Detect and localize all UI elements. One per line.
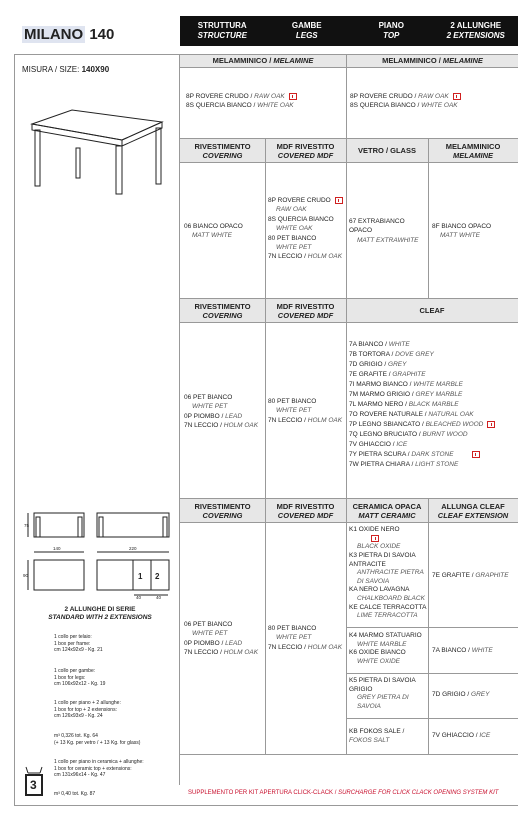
size-label: MISURA / SIZE: 140X90 — [22, 65, 110, 74]
list-item: 7Y PIETRA SCURA / DARK STONE — [349, 450, 495, 460]
row4-extension-4: 7V GHIACCIO / ICE — [432, 732, 491, 739]
extension-label-1: 1 — [138, 572, 143, 581]
list-item: 7L MARMO NERO / BLACK MARBLE — [349, 401, 459, 408]
row2-head-covering: RIVESTIMENTO COVERING — [194, 142, 251, 160]
info-badge-icon — [453, 93, 461, 100]
list-item: K6 OXIDE BIANCO WHITE OXIDE — [349, 649, 406, 665]
list-item: 7A BIANCO / WHITE — [349, 341, 410, 348]
divider-v2a — [265, 139, 266, 299]
list-item: 7M MARMO GRIGIO / GREY MARBLE — [349, 391, 463, 398]
divider-h4-bottom — [180, 754, 518, 755]
row4-covering-list — [184, 620, 258, 658]
dim-extended: 220 — [129, 546, 137, 551]
list-item: 7P LEGNO SBIANCATO / BLEACHED WOOD — [349, 420, 495, 430]
header-extensions: 2 ALLUNGHE 2 EXTENSIONS — [446, 21, 505, 40]
header-legs: GAMBE LEGS — [291, 21, 322, 40]
row1-structure-list — [186, 92, 297, 111]
divider-v4a — [265, 499, 266, 754]
info-badge-icon — [487, 421, 495, 428]
list-item: 7I MARMO BIANCO / WHITE MARBLE — [349, 381, 463, 388]
list-item: 7B TORTORA / DOVE GREY — [349, 351, 434, 358]
packaging-legs: 1 collo per gambe: 1 box for legs: cm 106x92x12 - Kg. 19 — [54, 668, 106, 687]
row1-head-structure: MELAMMINICO / MELAMINE — [180, 55, 346, 68]
divider-v3a — [265, 299, 266, 499]
list-item: K5 PIETRA DI SAVOIA GRIGIO GREY PIETRA DI SAVOIA — [349, 677, 416, 710]
list-item: 7D GRIGIO / GREY — [349, 361, 407, 368]
list-item: 8P ROVERE CRUDO / RAW OAK — [350, 92, 461, 101]
divider-v2c — [428, 139, 429, 299]
dim-height: 75 — [24, 523, 30, 528]
divider-h4c — [346, 718, 518, 719]
row2-head-melamine: MELAMMINICO MELAMINE — [445, 142, 501, 160]
row4-ceramic-group-2 — [349, 632, 427, 666]
divider-h4a — [346, 627, 518, 628]
row4-head-extension: ALLUNGA CLEAF CLEAF EXTENSION — [437, 502, 509, 520]
row4-ceramic-group-4 — [349, 727, 427, 746]
packaging-top: 1 collo per piano + 2 allunghe: 1 box for top + 2 extensions: cm 126x93x9 - Kg. 24 — [54, 700, 121, 719]
packaging-ceramic: 1 collo per piano in ceramica + allunghe: 1 box for ceramic top + extensions: cm 131x96x14 - Kg. 47 — [54, 759, 144, 778]
row3-cleaf-list — [349, 340, 495, 470]
list-item: 7N LECCIO / HOLM OAK — [268, 253, 343, 261]
row2-head-glass: VETRO / GLASS — [358, 146, 416, 155]
info-badge-icon — [472, 451, 480, 458]
list-item: 06 PET BIANCO WHITE PET — [184, 394, 233, 411]
dimension-drawings — [22, 505, 177, 605]
list-item: 8S QUERCIA BIANCO / WHITE OAK — [186, 102, 294, 110]
row3-covering-list — [184, 393, 258, 431]
row4-mdf-list — [268, 624, 342, 652]
divider-row1 — [346, 68, 347, 138]
row2-covering-item: 06 BIANCO OPACO MATT WHITE — [184, 223, 243, 240]
list-item: 7Q LEGNO BRUCIATO / BURNT WOOD — [349, 431, 468, 438]
product-name: MILANO — [24, 26, 84, 43]
list-item: 8S QUERCIA BIANCO / WHITE OAK — [350, 102, 458, 110]
list-item: 7N LECCIO / HOLM OAK — [268, 416, 343, 424]
list-item: KA NERO LAVAGNA CHALKBOARD BLACK — [349, 586, 425, 602]
row2-glass-item: 67 EXTRABIANCO OPACO MATT EXTRAWHITE — [349, 218, 419, 244]
row2-head-mdf: MDF RIVESTITO COVERED MDF — [276, 142, 335, 160]
row4-extension-3: 7D GRIGIO / GREY — [432, 691, 490, 698]
header-structure: STRUTTURA STRUCTURE — [197, 21, 247, 40]
list-item: 7N LECCIO / HOLM OAK — [184, 649, 259, 657]
info-badge-icon — [335, 197, 343, 204]
list-item: 0P PIOMBO / LEAD — [184, 412, 243, 420]
surcharge-note: SUPPLEMENTO PER KIT APERTURA CLICK-CLACK / SURCHARGE FOR CLICK CLACK OPENING SYSTEM KIT — [188, 790, 499, 796]
list-item: 80 PET BIANCO WHITE PET — [268, 398, 317, 415]
box-count: 3 — [30, 778, 37, 792]
list-item: KB FOKOS SALE / FOKOS SALT — [349, 728, 405, 745]
packaging-total: m³ 0,326 tot. Kg. 64 (+ 13 Kg. per vetro / + 13 Kg. for glass) — [54, 733, 141, 746]
list-item: 80 PET BIANCO WHITE PET — [268, 234, 317, 252]
list-item: KE CALCE TERRACOTTA LIME TERRACOTTA — [349, 603, 427, 620]
list-item: 7N LECCIO / HOLM OAK — [268, 643, 343, 651]
row2-mdf-list — [268, 196, 346, 262]
row3-head-mdf: MDF RIVESTITO COVERED MDF — [276, 302, 335, 320]
box-count-icon — [24, 763, 44, 797]
packaging-ceramic-total: m³ 0,40 tot. Kg. 87 — [54, 791, 96, 797]
dim-small-left: 40 — [136, 595, 142, 600]
list-item: 8P ROVERE CRUDO / RAW OAK — [186, 92, 297, 101]
divider-v3b — [346, 299, 347, 499]
list-item: 8S QUERCIA BIANCO WHITE OAK — [268, 215, 334, 233]
list-item: 06 PET BIANCO WHITE PET — [184, 621, 233, 638]
row4-head-covering: RIVESTIMENTO COVERING — [194, 502, 251, 520]
row4-ceramic-group-3 — [349, 677, 427, 711]
dim-small-right: 40 — [156, 595, 162, 600]
list-item: 7W PIETRA CHIARA / LIGHT STONE — [349, 461, 459, 468]
list-item: 7O ROVERE NATURALE / NATURAL OAK — [349, 411, 474, 418]
list-item: K1 OXIDE NERO BLACK OXIDE — [349, 526, 401, 551]
dim-width: 140 — [53, 546, 61, 551]
row2-melamine-item: 8F BIANCO OPACO MATT WHITE — [432, 223, 492, 240]
row3-head-cleaf: CLEAF — [419, 306, 445, 315]
row3-mdf-list — [268, 397, 342, 425]
row4-ceramic-group-1 — [349, 526, 427, 621]
list-item: 7V GHIACCIO / ICE — [349, 441, 408, 448]
list-item: K3 PIETRA DI SAVOIA ANTRACITE ANTHRACITE PIETRA DI SAVOIA — [349, 552, 424, 585]
row4-extension-1: 7E GRAFITE / GRAPHITE — [432, 572, 509, 579]
list-item: K4 MARMO STATUARIO WHITE MARBLE — [349, 632, 422, 648]
row1-legs-list — [350, 92, 461, 111]
packaging-frame: 1 collo per telaio: 1 box per frame: cm 124x92x9 - Kg. 21 — [54, 634, 103, 653]
row4-head-ceramic: CERAMICA OPACA MATT CERAMIC — [352, 502, 422, 520]
dim-depth: 90 — [23, 573, 29, 578]
info-badge-icon — [371, 535, 379, 542]
header-top: PIANO TOP — [378, 21, 404, 40]
list-item: 0P PIOMBO / LEAD — [184, 639, 243, 647]
row1-head-legs: MELAMMINICO / MELAMINE — [346, 55, 518, 68]
info-badge-icon — [289, 93, 297, 100]
row4-head-mdf: MDF RIVESTITO COVERED MDF — [276, 502, 335, 520]
list-item: 7E GRAFITE / GRAPHITE — [349, 371, 426, 378]
divider-h4b — [346, 673, 518, 674]
extensions-note: 2 ALLUNGHE DI SERIE STANDARD WITH 2 EXTENSIONS — [48, 606, 152, 621]
divider-v2b — [346, 139, 347, 299]
product-title — [22, 22, 114, 48]
list-item: 8P ROVERE CRUDO RAW OAK — [268, 196, 346, 215]
row4-extension-2: 7A BIANCO / WHITE — [432, 647, 493, 654]
product-size-code: 140 — [89, 26, 115, 43]
extension-label-2: 2 — [155, 572, 160, 581]
list-item: 80 PET BIANCO WHITE PET — [268, 625, 317, 642]
list-item: 7N LECCIO / HOLM OAK — [184, 422, 259, 430]
header-columns — [180, 16, 518, 46]
table-perspective-drawing — [22, 102, 172, 200]
divider-left — [179, 54, 180, 785]
row3-head-covering: RIVESTIMENTO COVERING — [194, 302, 251, 320]
